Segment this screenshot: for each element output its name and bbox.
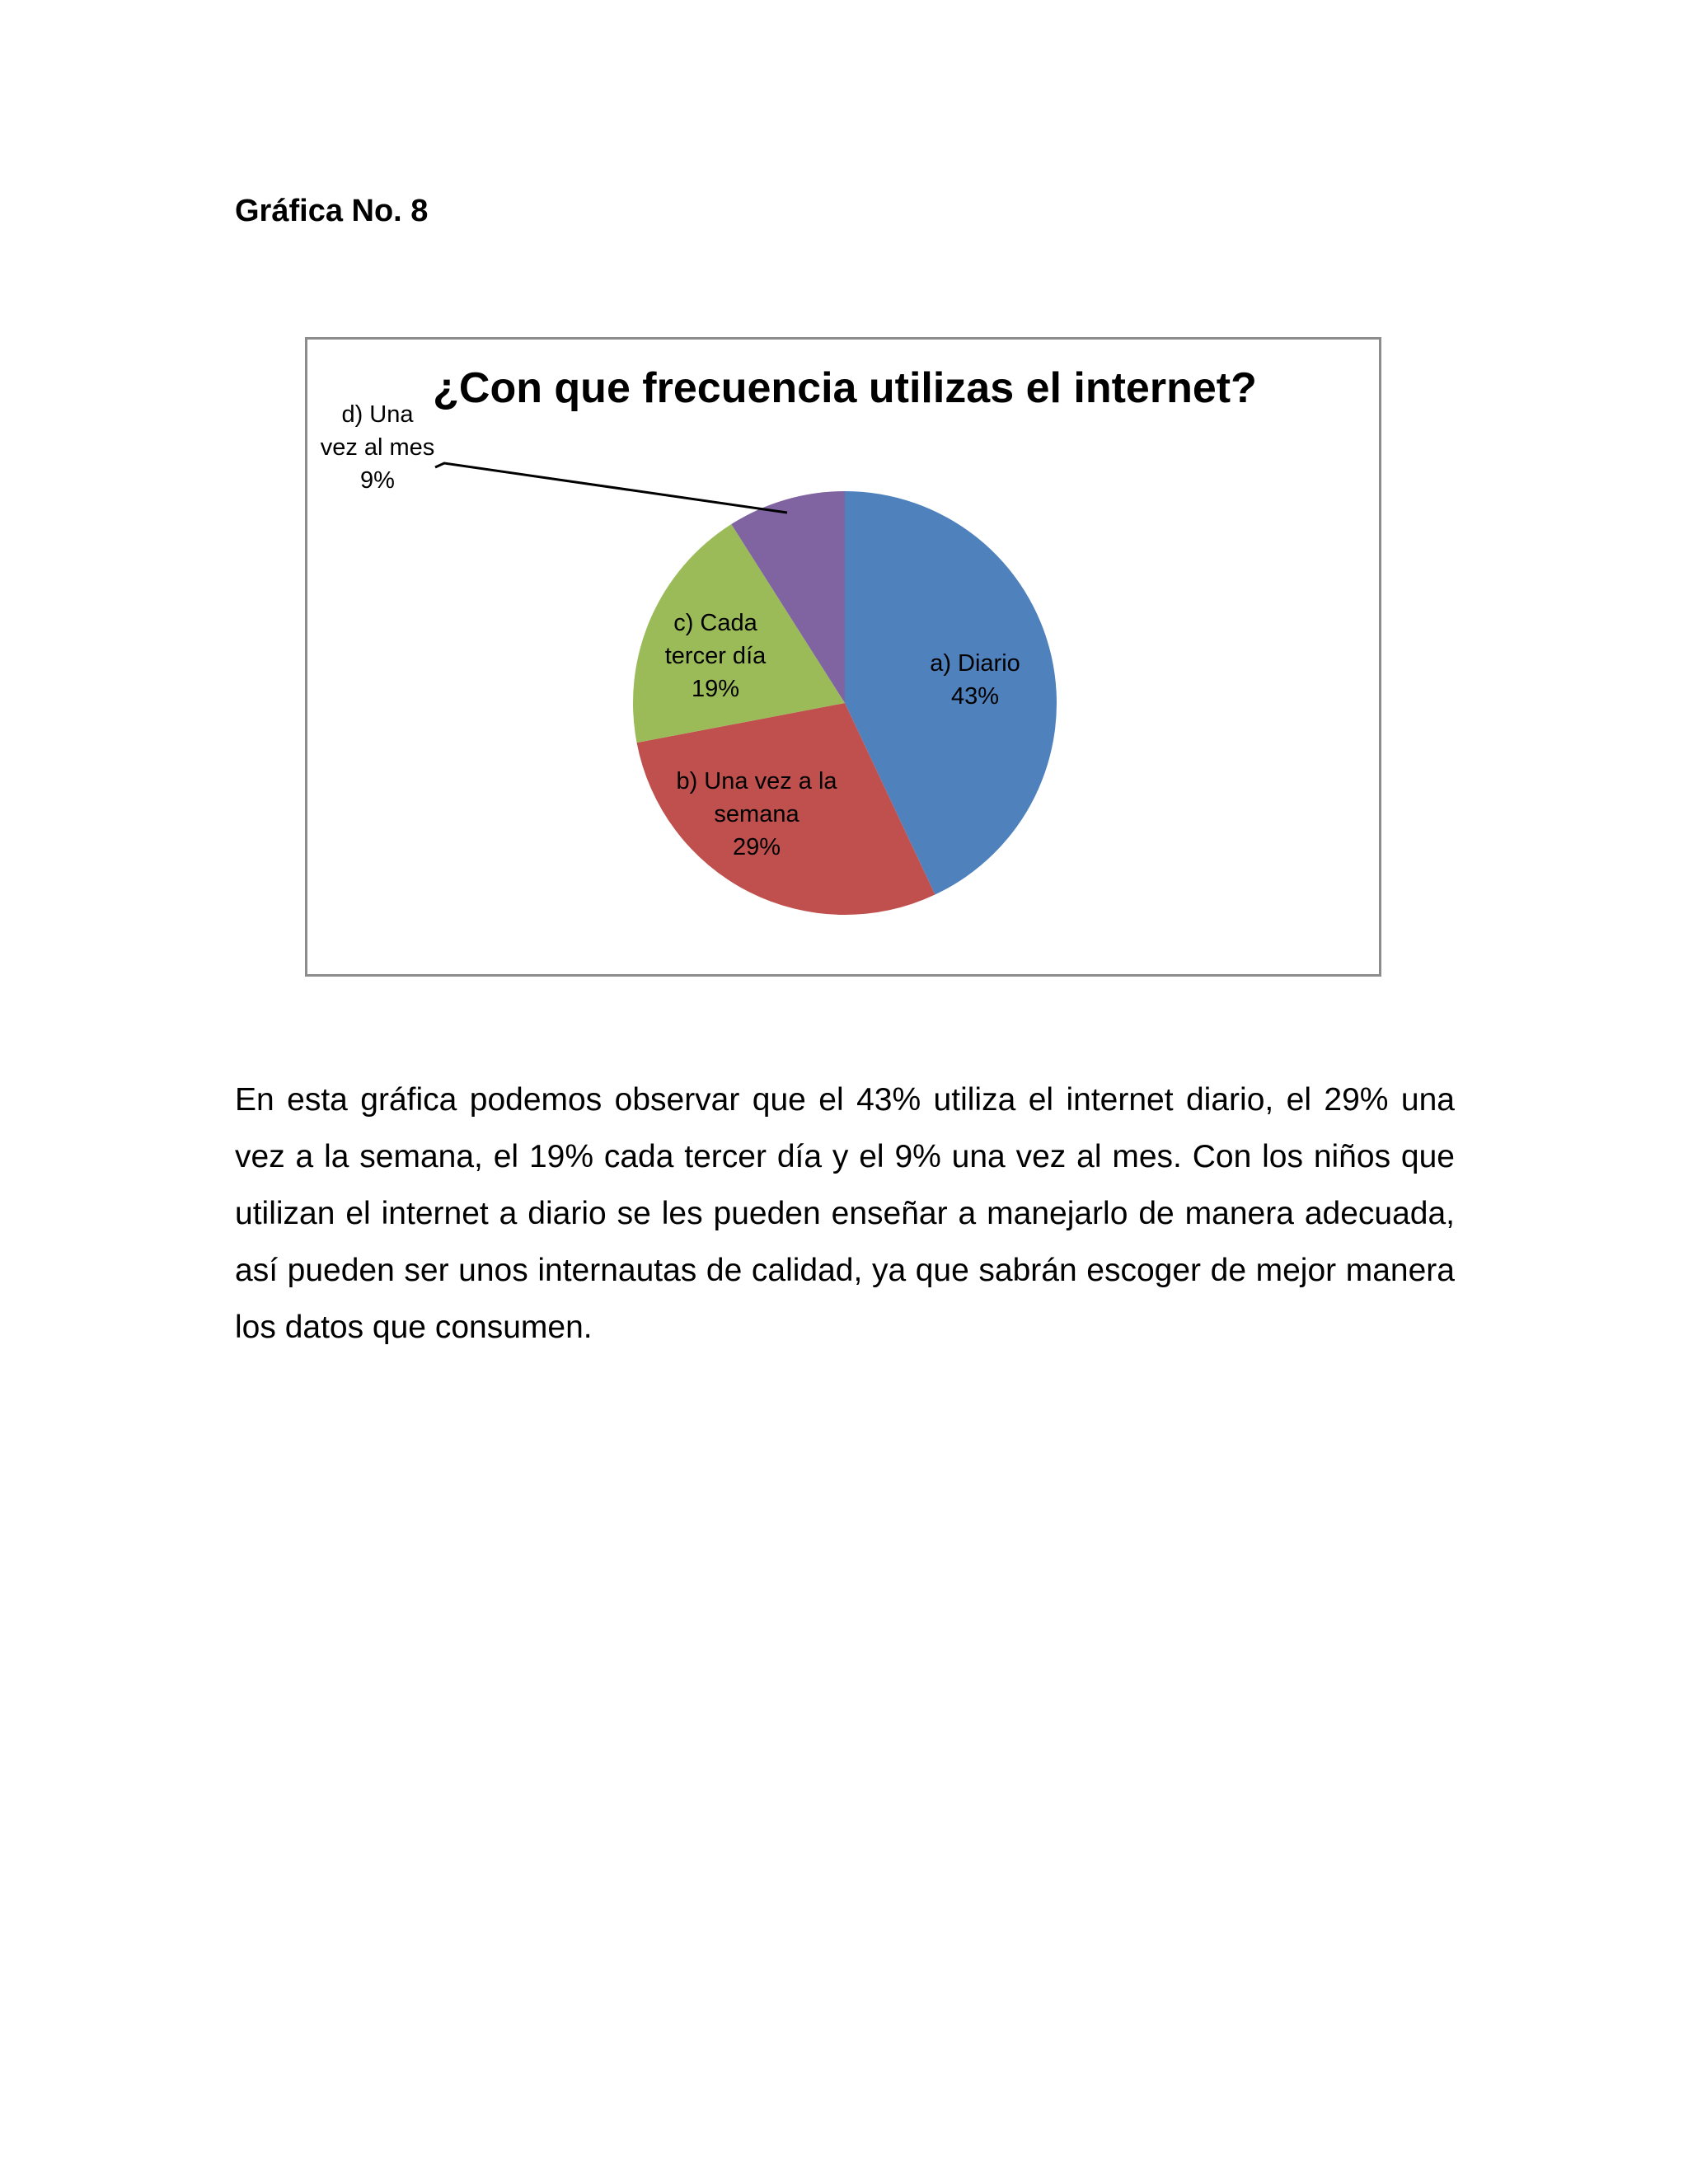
pie-chart bbox=[307, 340, 1379, 974]
page-heading: Gráfica No. 8 bbox=[235, 194, 429, 228]
slice-diario-label: a) Diario 43% bbox=[930, 650, 1020, 710]
chart-frame bbox=[305, 337, 1381, 977]
slice-una-vez-mes-label: d) Una vez al mes 9% bbox=[320, 401, 435, 494]
chart-title: ¿Con que frecuencia utilizas el internet? bbox=[433, 364, 1257, 412]
slice-una-vez-semana-label: b) Una vez a la semana 29% bbox=[676, 768, 837, 860]
body-paragraph: En esta gráfica podemos observar que el 43% utiliza el internet diario, el 29% una vez a la semana, el 19% cada tercer día y el 9% una vez al mes. Con los niños que utilizan el internet a diario se les pueden enseñar a manejarlo de manera adecuada, así pueden ser unos internautas de calidad, ya que sabrán escoger de mejor manera los datos que consumen. bbox=[235, 1082, 1455, 1345]
leader-line bbox=[435, 463, 787, 513]
slice-cada-tercer-dia-label: c) Cada tercer día 19% bbox=[664, 610, 767, 702]
